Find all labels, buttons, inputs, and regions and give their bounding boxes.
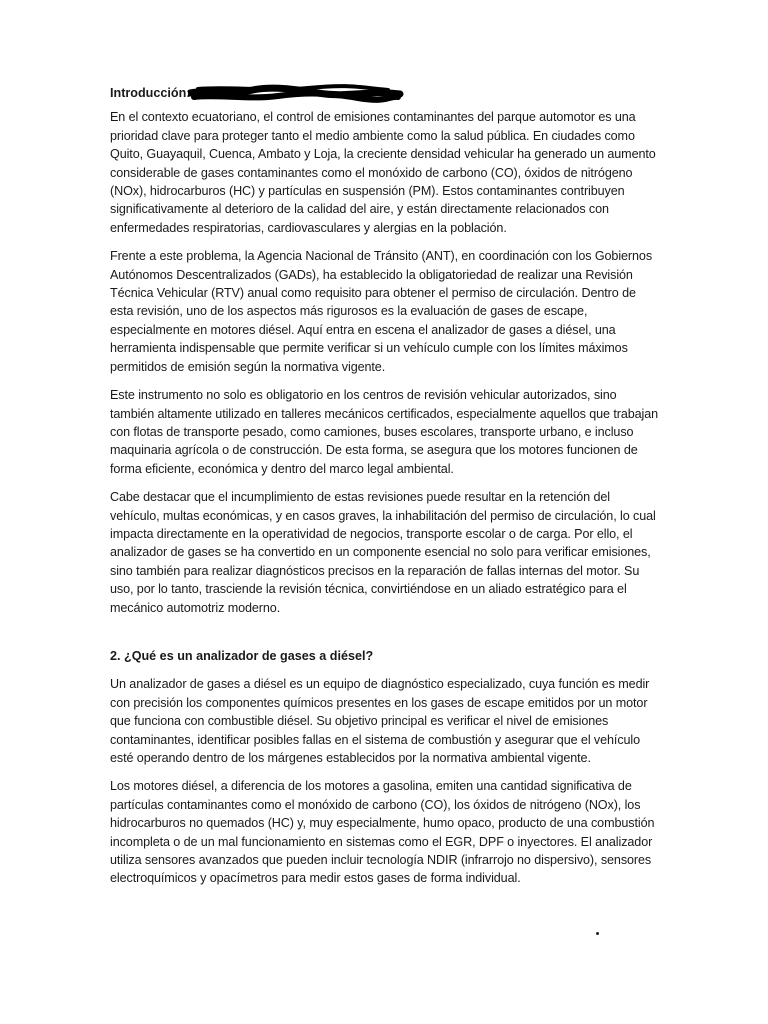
stray-mark <box>596 932 599 935</box>
section2-paragraph-2: Los motores diésel, a diferencia de los motores a gasolina, emiten una cantidad significativa de partículas contaminantes como el monóxido de carbono (CO), los óxidos de nitrógeno (NOx), los hidrocarburos no quemados (HC) y, muy especialmente, humo opaco, producto de una combustión incompleta o de un mal funcionamiento en sistemas como el EGR, DPF o inyectores. El analizador utiliza sensores avanzados que pueden incluir tecnología NDIR (infrarrojo no dispersivo), sensores electroquímicos y opacímetros para medir estos gases de forma individual. <box>110 779 655 886</box>
section2-heading: 2. ¿Qué es un analizador de gases a diésel? <box>110 648 374 663</box>
intro-heading: Introducción: <box>110 86 191 100</box>
intro-paragraph-3: Este instrumento no solo es obligatorio en los centros de revisión vehicular autorizados, sino también altamente utilizado en talleres mecánicos certificados, especialmente aquellos que trabajan con flotas de transporte pesado, como camiones, buses escolares, transporte urbano, e incluso maquinaria agrícola o de construcción. De esta forma, se asegura que los motores funcionen de forma eficiente, económica y dentro del marco legal ambiental. <box>110 388 659 476</box>
section-gap <box>110 627 662 647</box>
redaction-scribble <box>188 84 404 104</box>
intro-paragraph-4: Cabe destacar que el incumplimiento de estas revisiones puede resultar en la retención del vehículo, multas económicas, y en casos graves, la inhabilitación del permiso de circulación, lo cual impacta directamente en la operatividad de negocios, transporte escolar o de carga. Por ello, el analizador de gases se ha convertido en un componente esencial no solo para verificar emisiones, sino también para realizar diagnósticos precisos en la reparación de fallas internas del motor. Su uso, por lo tanto, trasciende la revisión técnica, convirtiéndose en un aliado estratégico para el mecánico automotriz moderno. <box>110 490 656 615</box>
section2-paragraph-1: Un analizador de gases a diésel es un equipo de diagnóstico especializado, cuya función es medir con precisión los componentes químicos presentes en los gases de escape emitidos por un motor que funciona con combustible diésel. Su objetivo principal es verificar el nivel de emisiones contaminantes, identificar posibles fallas en el sistema de combustión y asegurar que el vehículo esté operando dentro de los márgenes establecidos por la normativa ambiental vigente. <box>110 677 650 765</box>
intro-heading-row <box>110 84 662 102</box>
document-page <box>110 84 662 898</box>
intro-paragraph-1: En el contexto ecuatoriano, el control de emisiones contaminantes del parque automotor es una prioridad clave para proteger tanto el medio ambiente como la salud pública. En ciudades como Quito, Guayaquil, Cuenca, Ambato y Loja, la creciente densidad vehicular ha generado un aumento considerable de gases contaminantes como el monóxido de carbono (CO), óxidos de nitrógeno (NOx), hidrocarburos (HC) y partículas en suspensión (PM). Estos contaminantes contribuyen significativamente al deterioro de la calidad del aire, y están directamente relacionados con enfermedades respiratorias, cardiovasculares y alergias en la población. <box>110 110 656 235</box>
intro-paragraph-2: Frente a este problema, la Agencia Nacional de Tránsito (ANT), en coordinación con los Gobiernos Autónomos Descentralizados (GADs), ha establecido la obligatoriedad de realizar una Revisión Técnica Vehicular (RTV) anual como requisito para obtener el permiso de circulación. Dentro de esta revisión, uno de los aspectos más rigurosos es la evaluación de gases de escape, especialmente en motores diésel. Aquí entra en escena el analizador de gases a diésel, una herramienta indispensable que permite verificar si un vehículo cumple con los límites máximos permitidos de emisión según la normativa vigente. <box>110 249 653 374</box>
